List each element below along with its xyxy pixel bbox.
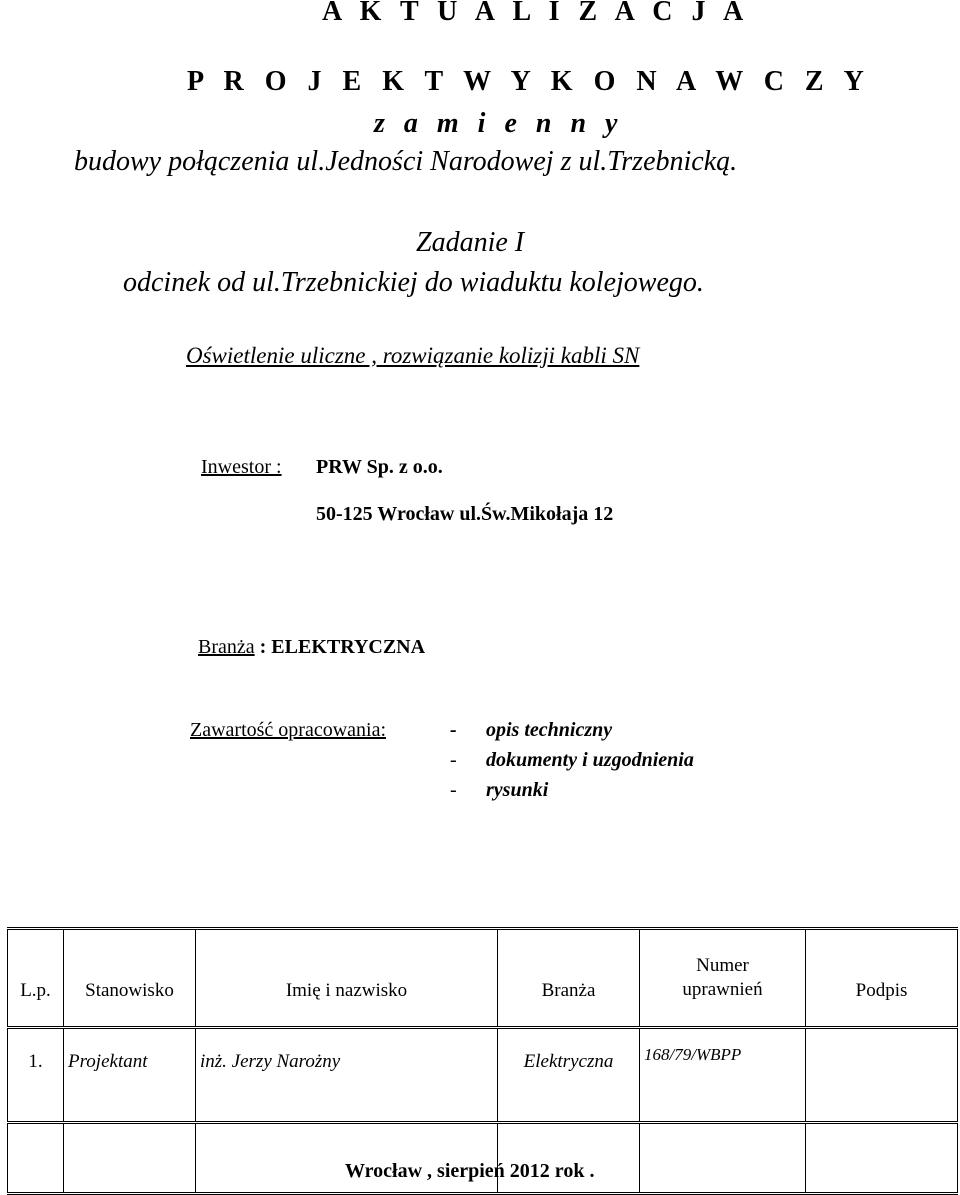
signature-table (7, 927, 958, 1195)
branch-value: : ELEKTRYCZNA (259, 636, 426, 658)
cell-numer: 168/79/WBPP (640, 1028, 806, 1123)
header-branza: Branża (498, 929, 640, 1028)
header-stanowisko: Stanowisko (64, 929, 196, 1028)
doc-title-budowa: budowy połączenia ul.Jedności Narodowej z ul.Trzebnicką. (74, 146, 738, 177)
investor-name: PRW Sp. z o.o. (316, 456, 443, 478)
contents-dash-3: - (450, 779, 457, 801)
investor-address: 50-125 Wrocław ul.Św.Mikołaja 12 (316, 503, 614, 525)
doc-title-projekt: P R O J E K T W Y K O N A W C Z Y (187, 66, 871, 97)
cell-empty (640, 1123, 806, 1194)
doc-title-zamienny: z a m i e n n y (374, 108, 624, 139)
contents-dash-2: - (450, 749, 457, 771)
contents-item-1: opis techniczny (486, 719, 613, 741)
contents-label: Zawartość opracowania: (190, 719, 387, 741)
cell-branza: Elektryczna (498, 1028, 640, 1123)
place-date-footer: Wrocław , sierpień 2012 rok . (345, 1160, 595, 1182)
header-numer-line1: Numer (696, 955, 749, 976)
doc-subtitle: Oświetlenie uliczne , rozwiązanie kolizji kabli SN (186, 343, 640, 368)
header-imie: Imię i nazwisko (196, 929, 498, 1028)
cell-empty (64, 1123, 196, 1194)
contents-dash-1: - (450, 719, 457, 741)
contents-item-3: rysunki (486, 779, 549, 801)
doc-title-aktualizacja: A K T U A L I Z A C J A (322, 0, 750, 27)
contents-item-2: dokumenty i uzgodnienia (486, 749, 694, 771)
cell-empty (806, 1123, 958, 1194)
cell-podpis (806, 1028, 958, 1123)
cell-imie: inż. Jerzy Narożny (196, 1028, 498, 1123)
cell-empty (8, 1123, 64, 1194)
branch-label: Branża (198, 636, 255, 658)
investor-label: Inwestor : (201, 456, 282, 478)
header-lp: L.p. (8, 929, 64, 1028)
doc-title-zadanie: Zadanie I (416, 227, 525, 258)
header-numer-line2: uprawnień (682, 979, 763, 1000)
doc-title-odcinek: odcinek od ul.Trzebnickiej do wiaduktu kolejowego. (123, 267, 704, 298)
branch-line (198, 636, 425, 659)
table-header-row (8, 929, 958, 1028)
header-podpis: Podpis (806, 929, 958, 1028)
header-numer (640, 929, 806, 1028)
cell-stanowisko: Projektant (64, 1028, 196, 1123)
table-row (8, 1028, 958, 1123)
cell-lp: 1. (8, 1028, 64, 1123)
